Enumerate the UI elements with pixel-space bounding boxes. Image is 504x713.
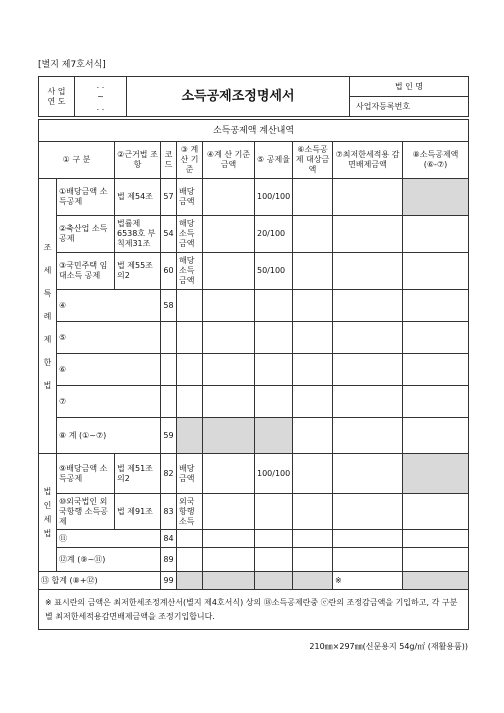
cell-target-amount[interactable] <box>293 322 333 354</box>
cell-base-amount[interactable] <box>203 548 255 572</box>
cell-deduction-amount[interactable] <box>403 322 469 354</box>
col-category: ① 구 분 <box>39 142 115 179</box>
subtotal-row <box>39 548 469 572</box>
row-name: ①배당금액 소득공제 <box>57 179 115 216</box>
cell-code[interactable] <box>161 322 177 354</box>
cell-target-amount[interactable] <box>293 216 333 253</box>
cell-shaded <box>177 418 203 454</box>
row-name: ⑨배당금액 소득공제 <box>57 454 115 494</box>
cell-exclusion-amount[interactable] <box>333 418 403 454</box>
table-row <box>39 253 469 290</box>
table-row <box>39 179 469 216</box>
page-title: 소득공제조정명세서 <box>127 77 350 117</box>
cell-basis[interactable] <box>177 530 203 548</box>
row-name: ③국민주택 임대소득 공제 <box>57 253 115 290</box>
row-law: 법 제91조 <box>115 494 161 530</box>
cell-base-amount[interactable] <box>203 322 255 354</box>
main-table <box>38 119 469 630</box>
col-base-amount: ④계 산 기준금액 <box>203 142 255 179</box>
cell-target-amount[interactable] <box>293 494 333 530</box>
row-rate: 50/100 <box>255 253 293 290</box>
table-row <box>39 386 469 418</box>
row-code: 54 <box>161 216 177 253</box>
column-header-row <box>39 142 469 179</box>
row-name: ②축산업 소득공제 <box>57 216 115 253</box>
paper-size-note: 210㎜×297㎜(신문용지 54g/㎡ (재활용품)) <box>309 642 468 651</box>
cell-exclusion-amount[interactable] <box>333 548 403 572</box>
cell-base-amount[interactable] <box>203 216 255 253</box>
row-law: 법 제55조의2 <box>115 253 161 290</box>
cell-target-amount[interactable] <box>293 253 333 290</box>
cell-target-amount[interactable] <box>293 290 333 322</box>
cell-shaded <box>177 572 203 590</box>
year-label: 사 업 연 도 <box>39 77 75 117</box>
row-name: ⑥ <box>57 354 161 386</box>
row-name: ④ <box>57 290 161 322</box>
row-name: ⑫계 (⑨~⑪) <box>57 548 161 572</box>
cell-base-amount[interactable] <box>203 530 255 548</box>
cell-exclusion-amount[interactable] <box>333 322 403 354</box>
cell-deduction-amount[interactable] <box>403 216 469 253</box>
total-label: ⑬ 합계 (⑧+⑫) <box>39 572 161 590</box>
cell-shaded <box>255 572 293 590</box>
cell-code[interactable] <box>161 354 177 386</box>
cell-basis[interactable] <box>177 354 203 386</box>
col-basis: ③ 계산 기준 <box>177 142 203 179</box>
row-code: 84 <box>161 530 177 548</box>
row-name: ⑦ <box>57 386 161 418</box>
row-code: 59 <box>161 418 177 454</box>
cell-base-amount[interactable] <box>203 454 255 494</box>
col-rate: ⑤ 공제율 <box>255 142 293 179</box>
cell-target-amount[interactable] <box>293 530 333 548</box>
col-exclusion-amount: ⑦최저한세적용 감면배제금액 <box>333 142 403 179</box>
cell-basis[interactable] <box>177 548 203 572</box>
cell-shaded <box>255 418 293 454</box>
row-rate: 100/100 <box>255 179 293 216</box>
cell-exclusion-amount[interactable] <box>333 253 403 290</box>
cell-exclusion-amount[interactable] <box>333 290 403 322</box>
row-name: ⑩외국법인 외국항행 소득공제 <box>57 494 115 530</box>
cell-rate[interactable] <box>255 386 293 418</box>
cell-base-amount[interactable] <box>203 354 255 386</box>
row-law: 법 제54조 <box>115 179 161 216</box>
cell-base-amount[interactable] <box>203 494 255 530</box>
cell-deduction-amount[interactable] <box>403 494 469 530</box>
cell-basis[interactable] <box>177 322 203 354</box>
table-row <box>39 494 469 530</box>
row-basis: 해당 소득 금액 <box>177 216 203 253</box>
cell-basis[interactable] <box>177 290 203 322</box>
subtotal-row <box>39 418 469 454</box>
period-field[interactable]: . . ~ . . <box>75 77 127 117</box>
cell-exclusion-amount[interactable] <box>333 179 403 216</box>
cell-target-amount[interactable] <box>293 548 333 572</box>
section-title: 소득공제액 계산내역 <box>39 120 469 142</box>
cell-deduction-amount[interactable] <box>403 354 469 386</box>
row-name: ⑤ <box>57 322 161 354</box>
row-basis: 배당 금액 <box>177 179 203 216</box>
cell-deduction-amount[interactable] <box>403 386 469 418</box>
cell-deduction-amount[interactable] <box>403 418 469 454</box>
row-name: ⑧ 계 (①~⑦) <box>57 418 161 454</box>
cell-target-amount[interactable] <box>293 454 333 494</box>
cell-base-amount[interactable] <box>203 386 255 418</box>
row-rate: 100/100 <box>255 454 293 494</box>
cell-deduction-amount[interactable] <box>403 548 469 572</box>
cell-exclusion-amount[interactable] <box>333 530 403 548</box>
col-target-amount: ⑥소득공제 대상금액 <box>293 142 333 179</box>
footnote: ※ 표시란의 금액은 최저한세조정계산서(별지 제4호서식) 상의 ⑱소득공제란중 ⓔ란의 조정감금액을 기입하고, 각 구분별 최저한세적용감면배제금액을 조정기입합니다. <box>39 590 469 630</box>
cell-shaded <box>403 572 469 590</box>
row-code: 57 <box>161 179 177 216</box>
col-deduction-amount: ⑧소득공제액 (⑥-⑦) <box>403 142 469 179</box>
row-law: 법 제51조의2 <box>115 454 161 494</box>
cell-rate[interactable] <box>255 548 293 572</box>
row-code: 82 <box>161 454 177 494</box>
cell-deduction-amount[interactable] <box>403 253 469 290</box>
cell-rate[interactable] <box>255 530 293 548</box>
cell-shaded <box>293 572 333 590</box>
cell-target-amount[interactable] <box>293 386 333 418</box>
row-basis: 해당 소득 금액 <box>177 253 203 290</box>
row-code: 83 <box>161 494 177 530</box>
group-label-corp-tax: 법 인 세 법 <box>39 454 57 572</box>
cell-rate[interactable] <box>255 290 293 322</box>
cell-shaded <box>403 179 469 216</box>
table-row <box>39 530 469 548</box>
header-table <box>38 76 469 117</box>
total-mark: ※ <box>333 572 403 590</box>
cell-shaded <box>403 454 469 494</box>
cell-exclusion-amount[interactable] <box>333 386 403 418</box>
biz-no-label: 사업자등록번호 <box>350 97 469 117</box>
cell-shaded <box>203 572 255 590</box>
cell-code[interactable] <box>161 386 177 418</box>
table-row <box>39 454 469 494</box>
row-basis: 외국 항행 소득 <box>177 494 203 530</box>
cell-target-amount[interactable] <box>293 354 333 386</box>
row-rate: 20/100 <box>255 216 293 253</box>
row-code: 58 <box>161 290 177 322</box>
cell-shaded <box>203 418 255 454</box>
row-name: ⑪ <box>57 530 161 548</box>
cell-exclusion-amount[interactable] <box>333 494 403 530</box>
row-law: 법률제6538호 부칙제31조 <box>115 216 161 253</box>
cell-exclusion-amount[interactable] <box>333 354 403 386</box>
cell-base-amount[interactable] <box>203 179 255 216</box>
corp-name-label: 법 인 명 <box>350 77 469 97</box>
cell-base-amount[interactable] <box>203 253 255 290</box>
col-code: 코 드 <box>161 142 177 179</box>
cell-rate[interactable] <box>255 354 293 386</box>
cell-deduction-amount[interactable] <box>403 530 469 548</box>
total-code: 99 <box>161 572 177 590</box>
form-label: [별지 제7호서식] <box>38 60 106 70</box>
cell-target-amount[interactable] <box>293 179 333 216</box>
cell-base-amount[interactable] <box>203 290 255 322</box>
row-rate <box>255 494 293 530</box>
table-row <box>39 290 469 322</box>
cell-exclusion-amount[interactable] <box>333 454 403 494</box>
cell-rate[interactable] <box>255 322 293 354</box>
row-basis: 배당 금액 <box>177 454 203 494</box>
cell-basis[interactable] <box>177 386 203 418</box>
table-row <box>39 216 469 253</box>
table-row <box>39 322 469 354</box>
note-row <box>39 590 469 630</box>
total-row <box>39 572 469 590</box>
cell-deduction-amount[interactable] <box>403 290 469 322</box>
row-code: 60 <box>161 253 177 290</box>
table-row <box>39 354 469 386</box>
group-label-tax-special: 조 세 특 례 제 한 법 <box>39 179 57 454</box>
col-law: ②근거법 조항 <box>115 142 161 179</box>
cell-exclusion-amount[interactable] <box>333 216 403 253</box>
row-code: 89 <box>161 548 177 572</box>
cell-target-amount[interactable] <box>293 418 333 454</box>
